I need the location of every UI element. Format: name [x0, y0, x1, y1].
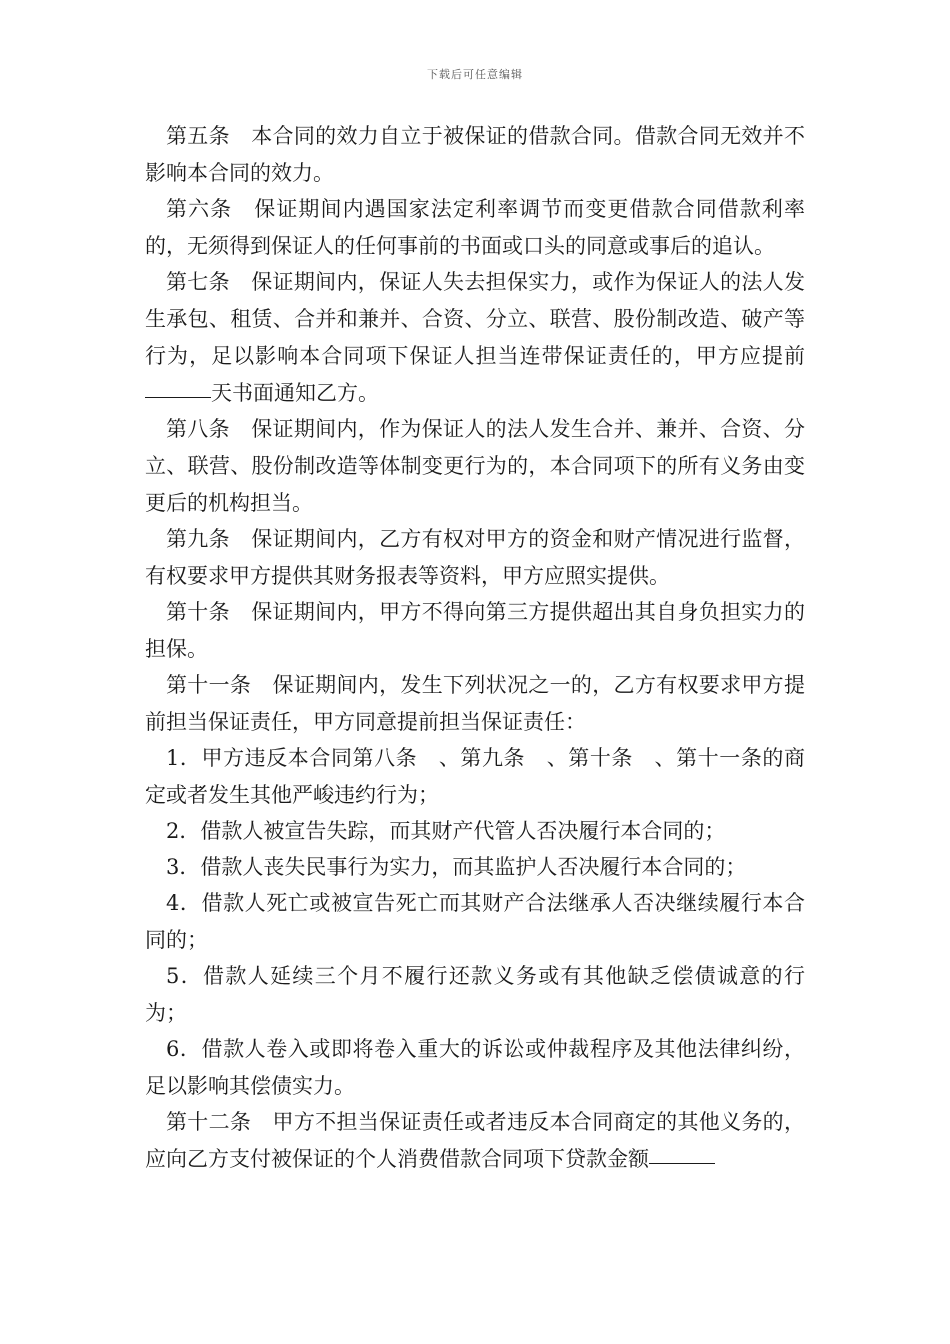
article-5: 第五条 本合同的效力自立于被保证的借款合同。借款合同无效并不影响本合同的效力。 [145, 124, 805, 185]
fill-in-blank-amount[interactable] [649, 1142, 715, 1164]
article-12 [145, 1104, 805, 1178]
article-11-item-5: 5．借款人延续三个月不履行还款义务或有其他缺乏偿债诚意的行为； [145, 964, 805, 1025]
fill-in-blank-days[interactable] [145, 376, 211, 398]
article-7-text-before-blank: 第七条 保证期间内，保证人失去担保实力，或作为保证人的法人发生承包、租赁、合并和兼并、合资、分立、联营、股份制改造、破产等行为，足以影响本合同项下保证人担当连带保证责任的，甲方应提前 [145, 270, 805, 368]
article-6: 第六条 保证期间内遇国家法定利率调节而变更借款合同借款利率的，无须得到保证人的任何事前的书面或口头的同意或事后的追认。 [145, 197, 805, 258]
article-8: 第八条 保证期间内，作为保证人的法人发生合并、兼并、合资、分立、联营、股份制改造等体制变更行为的，本合同项下的所有义务由变更后的机构担当。 [145, 417, 805, 515]
article-11-item-4: 4．借款人死亡或被宣告死亡而其财产合法继承人否决继续履行本合同的； [145, 891, 805, 952]
article-11-item-6: 6．借款人卷入或即将卷入重大的诉讼或仲裁程序及其他法律纠纷，足以影响其偿债实力。 [145, 1037, 805, 1098]
article-11-item-1: 1．甲方违反本合同第八条 、第九条 、第十条 、第十一条的商定或者发生其他严峻违约行为； [145, 746, 805, 807]
article-11-item-2: 2．借款人被宣告失踪，而其财产代管人否决履行本合同的； [166, 819, 726, 843]
document-body [145, 118, 805, 1177]
article-7 [145, 264, 805, 412]
page-header-note: 下载后可任意编辑 [427, 68, 523, 81]
article-12-text: 第十二条 甲方不担当保证责任或者违反本合同商定的其他义务的，应向乙方支付被保证的个人消费借款合同项下贷款金额 [145, 1110, 805, 1171]
article-10: 第十条 保证期间内，甲方不得向第三方提供超出其自身负担实力的担保。 [145, 600, 805, 661]
article-7-text-after-blank: 天书面通知乙方。 [211, 381, 379, 405]
article-9: 第九条 保证期间内，乙方有权对甲方的资金和财产情况进行监督，有权要求甲方提供其财务报表等资料，甲方应照实提供。 [145, 527, 805, 588]
article-11-item-3: 3．借款人丧失民事行为实力，而其监护人否决履行本合同的； [166, 855, 747, 879]
article-11: 第十一条 保证期间内，发生下列状况之一的，乙方有权要求甲方提前担当保证责任，甲方同意提前担当保证责任： [145, 673, 805, 734]
